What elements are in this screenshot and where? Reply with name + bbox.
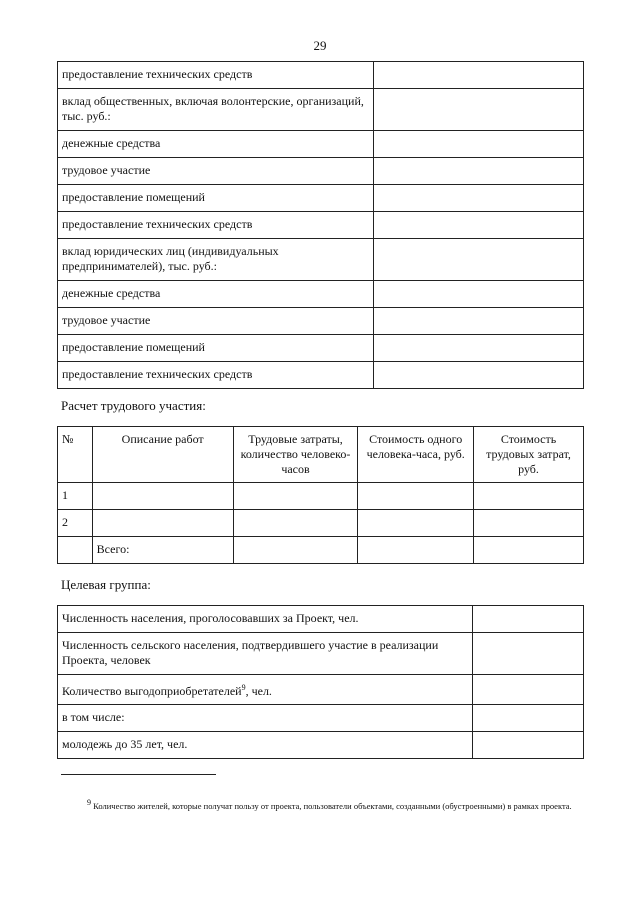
row-label: трудовое участие (58, 308, 374, 335)
table-row (58, 675, 584, 705)
contributions-table (57, 61, 584, 389)
table-row (58, 239, 584, 281)
header-labor-hours: Трудовые затраты, количество человеко-часов (233, 427, 358, 483)
table-row (58, 362, 584, 389)
description-cell[interactable] (92, 510, 233, 537)
table-row (58, 89, 584, 131)
row-label: предоставление технических средств (58, 362, 374, 389)
footnote-divider (61, 774, 216, 775)
value-cell[interactable] (374, 281, 584, 308)
row-label: молодежь до 35 лет, чел. (58, 732, 473, 759)
table-row (58, 158, 584, 185)
footnote-mark: 9 (87, 798, 91, 807)
row-label: вклад юридических лиц (индивидуальных предпринимателей), тыс. руб.: (58, 239, 374, 281)
row-label: денежные средства (58, 281, 374, 308)
labor-table (57, 426, 584, 564)
value-cell[interactable] (474, 537, 584, 564)
header-total-cost: Стоимость трудовых затрат, руб. (474, 427, 584, 483)
value-cell[interactable] (358, 510, 474, 537)
beneficiaries-label: Количество выгодоприобретателей (62, 684, 242, 698)
labor-section-title: Расчет трудового участия: (61, 398, 206, 413)
table-row (58, 212, 584, 239)
value-cell[interactable] (374, 62, 584, 89)
description-cell[interactable] (92, 483, 233, 510)
header-num: № (58, 427, 93, 483)
header-hour-cost: Стоимость одного человека-часа, руб. (358, 427, 474, 483)
footnote (61, 797, 586, 812)
row-label: предоставление технических средств (58, 212, 374, 239)
table-row (58, 131, 584, 158)
value-cell[interactable] (374, 362, 584, 389)
header-description: Описание работ (92, 427, 233, 483)
row-label-beneficiaries (58, 675, 473, 705)
table-row (58, 281, 584, 308)
table-row (58, 308, 584, 335)
table-row (58, 732, 584, 759)
value-cell[interactable] (472, 633, 583, 675)
row-label: вклад общественных, включая волонтерские, организаций, тыс. руб.: (58, 89, 374, 131)
row-label: Численность сельского населения, подтвердившего участие в реализации Проекта, человек (58, 633, 473, 675)
value-cell[interactable] (374, 308, 584, 335)
value-cell[interactable] (472, 606, 583, 633)
row-number: 2 (58, 510, 93, 537)
value-cell[interactable] (358, 483, 474, 510)
value-cell[interactable] (474, 483, 584, 510)
row-label: Численность населения, проголосовавших за Проект, чел. (58, 606, 473, 633)
table-row-total (58, 537, 584, 564)
target-group-table (57, 605, 584, 759)
value-cell[interactable] (358, 537, 474, 564)
table-row (58, 483, 584, 510)
row-label: предоставление технических средств (58, 62, 374, 89)
value-cell[interactable] (472, 705, 583, 732)
page-number: 29 (313, 38, 327, 53)
footnote-ref[interactable]: 9 (241, 683, 246, 692)
table-row (58, 62, 584, 89)
table-row (58, 705, 584, 732)
value-cell[interactable] (374, 158, 584, 185)
footnote-text: Количество жителей, которые получат пользу от проекта, пользователи объектами, созданными (обустроенными) в рамках проекта. (91, 800, 572, 811)
table-row (58, 510, 584, 537)
value-cell[interactable] (374, 335, 584, 362)
target-section-title: Целевая группа: (61, 577, 151, 592)
value-cell[interactable] (233, 483, 358, 510)
table-row (58, 606, 584, 633)
value-cell[interactable] (472, 675, 583, 705)
row-label: денежные средства (58, 131, 374, 158)
row-label: в том числе: (58, 705, 473, 732)
value-cell[interactable] (374, 131, 584, 158)
value-cell[interactable] (233, 510, 358, 537)
row-number (58, 537, 93, 564)
row-label: трудовое участие (58, 158, 374, 185)
row-label: предоставление помещений (58, 335, 374, 362)
value-cell[interactable] (374, 239, 584, 281)
value-cell[interactable] (374, 185, 584, 212)
value-cell[interactable] (474, 510, 584, 537)
value-cell[interactable] (374, 89, 584, 131)
row-label: предоставление помещений (58, 185, 374, 212)
value-cell[interactable] (472, 732, 583, 759)
value-cell[interactable] (374, 212, 584, 239)
beneficiaries-unit: , чел. (245, 684, 272, 698)
table-row (58, 335, 584, 362)
table-row (58, 633, 584, 675)
row-number: 1 (58, 483, 93, 510)
table-header-row (58, 427, 584, 483)
table-row (58, 185, 584, 212)
total-label: Всего: (92, 537, 233, 564)
value-cell[interactable] (233, 537, 358, 564)
